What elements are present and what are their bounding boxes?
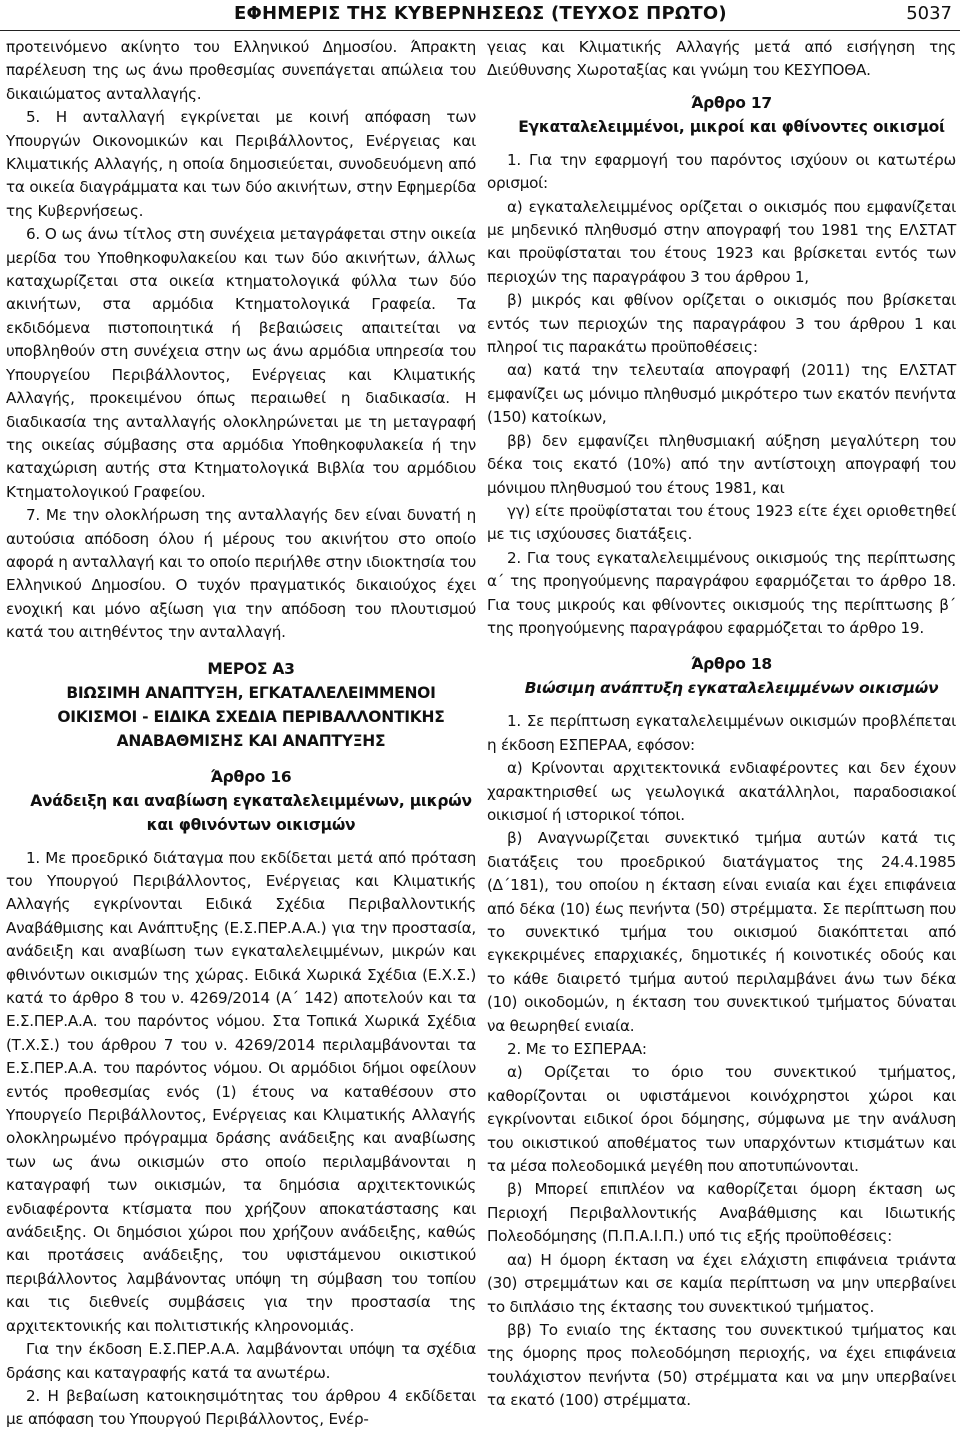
left-column: [6, 36, 476, 1432]
article-18-paragraph-2b-bb: ββ) Το ενιαίο της έκτασης του συνεκτικού τμήματος και της όμορης προς πολεοδόμηση περιοχής, να έχει επιφάνεια τουλάχιστον πενήντα (50) στρέμματα και να μην υπερβαίνει τα εκατό (100) στρέμματα.: [487, 1320, 956, 1410]
article-16-title: Άρθρο 16: [210, 767, 292, 786]
part-title-line-1: ΒΙΩΣΙΜΗ ΑΝΑΠΤΥΞΗ, ΕΓΚΑΤΑΛΕΛΕΙΜΜΕΝΟΙ: [66, 683, 436, 702]
paragraph-continuation: γειας και Κλιματικής Αλλαγής μετά από εισήγηση της Διεύθυνσης Χωροταξίας και γνώμη του ΚΕΣΥΠΟΘΑ.: [487, 38, 956, 80]
article-16-paragraph-1b: Για την έκδοση Ε.Σ.ΠΕΡ.Α.Α. λαμβάνονται υπόψη τα σχέδια δράσης και καταγραφής κατά τα ανωτέρω.: [6, 1340, 476, 1382]
article-18-paragraph-2: 2. Με το ΕΣΠΕΡΑΑ:: [507, 1040, 647, 1059]
article-17-item-aa: αα) κατά την τελευταία απογραφή (2011) της ΕΛΣΤΑΤ εμφανίζει ως μόνιμο πληθυσμό μικρότερο των εκατόν πενήντα (150) κατοίκων,: [487, 361, 956, 427]
article-18-item-a: α) Κρίνονται αρχιτεκτονικά ενδιαφέροντες και δεν έχουν χαρακτηρισθεί ως γεωλογικά ακατάλληλοι, παραδοσιακοί οικισμοί ή ιστορικοί τόποι.: [487, 759, 956, 824]
part-heading: ΜΕΡΟΣ Α3: [207, 659, 295, 678]
article-18-paragraph-1: 1. Σε περίπτωση εγκαταλελειμμένων οικισμών προβλέπεται η έκδοση ΕΣΠΕΡΑΑ, εφόσον:: [487, 712, 956, 754]
article-17-paragraph-2: 2. Για τους εγκαταλελειμμένους οικισμούς της περίπτωσης α΄ της προηγούμενης παραγράφου εφαρμόζεται το άρθρο 18. Για τους μικρούς και φθίνοντες οικισμούς της περίπτωσης β΄ της προηγούμενης παραγράφου εφαρμόζεται το άρθρο 19.: [487, 548, 956, 637]
part-title-line-2: ΟΙΚΙΣΜΟΙ - ΕΙΔΙΚΑ ΣΧΕΔΙΑ ΠΕΡΙΒΑΛΛΟΝΤΙΚΗΣ: [57, 707, 445, 726]
article-16-subtitle-line-1: Ανάδειξη και αναβίωση εγκαταλελειμμένων, μικρών: [30, 791, 472, 810]
right-column: [487, 36, 956, 1413]
article-17-item-a: α) εγκαταλελειμμένος ορίζεται ο οικισμός που εμφανίζεται με μηδενικό πληθυσμό στην απογραφή του 1981 της ΕΛΣΤΑΤ και προϋφίσταται του έτους 1923 και βρίσκεται εντός των περιοχών της παραγράφου 3 του άρθρου 1,: [487, 197, 956, 286]
article-17-subtitle: Εγκαταλελειμμένοι, μικροί και φθίνοντες οικισμοί: [518, 117, 945, 136]
article-17-item-gg: γγ) είτε προϋφίσταται του έτους 1923 είτε έχει οριοθετηθεί με τις ισχύουσες διατάξεις.: [487, 501, 956, 544]
article-18-title: Άρθρο 18: [691, 655, 772, 674]
article-18-paragraph-2b: β) Μπορεί επιπλέον να καθορίζεται όμορη έκταση ως Περιοχή Περιβαλλοντικής Αναβάθμισης και Ιδιωτικής Πολεοδόμησης (Π.Π.Α.Ι.Π.) υπό τις εξής προϋποθέσεις:: [487, 1180, 956, 1246]
article-16-paragraph-2: 2. Η βεβαίωση κατοικησιμότητας του άρθρου 4 εκδίδεται με απόφαση του Υπουργού Περιβάλλοντος, Ενέρ-: [6, 1386, 476, 1429]
paragraph-continuation: προτεινόμενο ακίνητο του Ελληνικού Δημοσίου. Άπρακτη παρέλευση της ως άνω προθεσμίας συνεπάγεται απώλεια του δικαιώματος ανταλλαγής.: [6, 38, 476, 103]
article-17-item-bb: ββ) δεν εμφανίζει πληθυσμιακή αύξηση μεγαλύτερη του δέκα τοις εκατό (10%) από την αντίστοιχη απογραφή του μόνιμου πληθυσμού του έτους 1981, και: [487, 431, 956, 497]
page-header: [0, 0, 960, 31]
article-17-paragraph-1: 1. Για την εφαρμογή του παρόντος ισχύουν οι κατωτέρω ορισμοί:: [487, 150, 956, 193]
article-17-item-b: β) μικρός και φθίνον ορίζεται ο οικισμός που βρίσκεται εντός των περιοχών της παραγράφου 3 του άρθρου 1 και πληροί τις παρακάτω προϋποθέσεις:: [487, 291, 956, 357]
article-17-title: Άρθρο 17: [691, 93, 772, 112]
part-title-line-3: ΑΝΑΒΑΘΜΙΣΗΣ ΚΑΙ ΑΝΑΠΤΥΞΗΣ: [116, 731, 386, 750]
paragraph-6: 6. Ο ως άνω τίτλος στη συνέχεια μεταγράφεται στην οικεία μερίδα του Υποθηκοφυλακείου και των δύο ακινήτων, άλλως καταχωρίζεται στα οικεία κτηματολογικά φύλλα των δύο ακινήτων, στα αρμόδια Κτηματολογικά Γραφεία. Τα εκδιδόμενα πιστοποιητικά ή βεβαιώσεις απαιτείται να υποβληθούν στη συνέχεια στην ως άνω αρμόδια υπηρεσία του Υπουργείου Περιβάλλοντος, Ενέργειας και Κλιματικής Αλλαγής, προκειμένου όπως περαιωθεί η διαδικασία. Η διαδικασία της ανταλλαγής ολοκληρώνεται με τη μεταγραφή της οικείας σύμβασης στα αρμόδια Υποθηκοφυλακεία ή την καταχώριση αυτής στα Κτηματολογικά Βιβλία του αρμόδιου Κτηματολογικού Γραφείου.: [6, 225, 476, 501]
paragraph-5: 5. Η ανταλλαγή εγκρίνεται με κοινή απόφαση των Υπουργών Οικονομικών και Περιβάλλοντος, Ενέργειας και Κλιματικής Αλλαγής, η οποία δημοσιεύεται, συνοδευόμενη από τα οικεία διαγράμματα και των δύο ακινήτων, στην Εφημερίδα της Κυβερνήσεως.: [6, 108, 476, 220]
article-18-item-b: β) Αναγνωρίζεται συνεκτικό τμήμα αυτών κατά τις διατάξεις του προεδρικού διατάγματος της 24.4.1985 (Δ΄181), του οποίου η έκταση είναι ενιαία και έχει επιφάνεια από δέκα (10) έως πενήντα (50) στρέμματα. Σε περίπτωση που το συνεκτικό τμήμα του οικισμού διακόπτεται από εγκεκριμένες επαρχιακές, δημοτικές ή κοινοτικές οδούς και το κάθε διαιρετό τμήμα αυτού περιλαμβάνει άνω των δέκα (10) οικοδομών, η έκταση του συνεκτικού τμήματος δύναται να θεωρηθεί ενιαία.: [487, 829, 956, 1035]
gazette-title: ΕΦΗΜΕΡΙΣ ΤΗΣ ΚΥΒΕΡΝΗΣΕΩΣ (ΤΕΥΧΟΣ ΠΡΩΤΟ): [234, 3, 727, 24]
page-number: 5037: [906, 3, 952, 24]
article-16-subtitle-line-2: και φθινόντων οικισμών: [146, 815, 356, 834]
article-18-paragraph-2b-aa: αα) Η όμορη έκταση να έχει ελάχιστη επιφάνεια τριάντα (30) στρεμμάτων και σε καμία περίπτωση να μην υπερβαίνει το διπλάσιο της έκτασης του συνεκτικού τμήματος.: [487, 1250, 956, 1316]
paragraph-7: 7. Με την ολοκλήρωση της ανταλλαγής δεν είναι δυνατή η αυτούσια απόδοση όλου ή μέρους του ακινήτου στο οποίο αφορά η ανταλλαγή και το οποίο περιήλθε στην ιδιοκτησία του Ελληνικού Δημοσίου. Ο τυχόν πραγματικός δικαιούχος έχει ενοχική και μόνο αξίωση για την απόδοση του πλουτισμού κατά του αιτηθέντος την ανταλλαγή.: [6, 506, 476, 642]
article-18-subtitle: Βιώσιμη ανάπτυξη εγκαταλελειμμένων οικισμών: [524, 679, 939, 698]
article-18-paragraph-2a: α) Ορίζεται το όριο του συνεκτικού τμήματος, καθορίζονται οι υφιστάμενοι κοινόχρηστοι χώροι και εγκρίνονται ειδικοί όροι δόμησης, σύμφωνα με την ανάλυση του οικιστικού αποθέματος των υπαρχόντων κτισμάτων και τα μέσα πολεοδομικά μεγέθη που αποτυπώνονται.: [487, 1063, 956, 1176]
article-16-paragraph-1: 1. Με προεδρικό διάταγμα που εκδίδεται μετά από πρόταση του Υπουργού Περιβάλλοντος, Ενέργειας και Κλιματικής Αλλαγής εγκρίνονται Ειδικά Σχέδια Περιβαλλοντικής Αναβάθμισης και Ανάπτυξης (Ε.Σ.ΠΕΡ.Α.Α.) για την προστασία, ανάδειξη και αναβίωση των εγκαταλελειμμένων, μικρών και φθινόντων οικισμών της χώρας. Ειδικά Χωρικά Σχέδια (Ε.Χ.Σ.) κατά το άρθρο 8 του ν. 4269/2014 (Α΄ 142) αποτελούν και τα Ε.Σ.ΠΕΡ.Α.Α. του παρόντος νόμου. Στα Τοπικά Χωρικά Σχέδια (Τ.Χ.Σ.) του άρθρου 7 του ν. 4269/2014 περιλαμβάνονται τα Ε.Σ.ΠΕΡ.Α.Α. του παρόντος νόμου. Οι αρμόδιοι δήμοι οφείλουν εντός προθεσμίας ενός (1) έτους να καταθέσουν στο Υπουργείο Περιβάλλοντος, Ενέργειας και Κλιματικής Αλλαγής ολοκληρωμένο πρόγραμμα δράσης ανάδειξης και αναβίωσης των ως άνω οικισμών στο οποίο περιλαμβάνονται η καταγραφή των οικισμών, τα δημόσια αρχιτεκτονικώς ενδιαφέροντα κτίσματα που χρήζουν αποκατάστασης και ανάδειξης. Οι δημόσιοι χώροι που χρήζουν ανάδειξης, καθώς και προτάσεις ανάδειξης, του υφιστάμενου οικιστικού περιβάλλοντος λαμβάνοντας υπόψη τη σύμβαση του τοπίου και τις διεθνείς συμβάσεις για την προστασία της αρχιτεκτονικής και πολιτιστικής κληρονομιάς.: [6, 848, 476, 1335]
